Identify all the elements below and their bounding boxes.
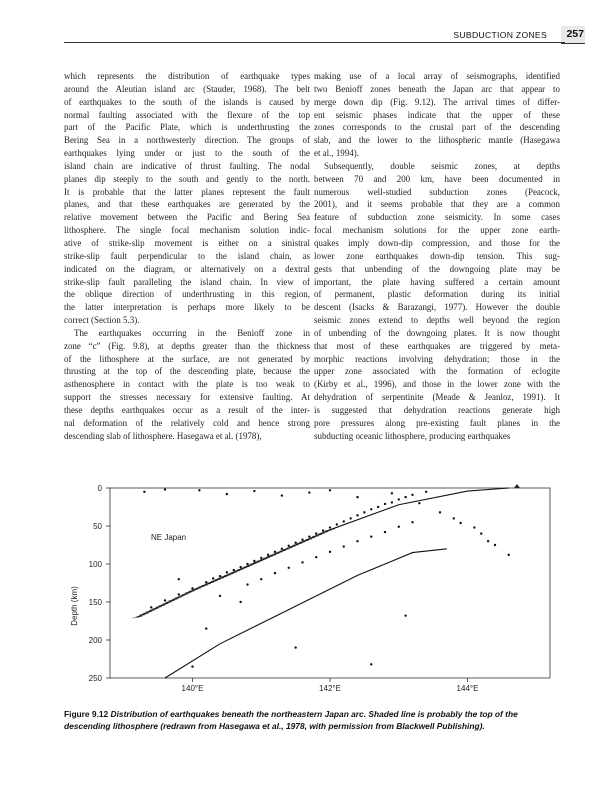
text-line: seismic zones extend to depths well beyond the region — [314, 315, 560, 326]
text-line: zone “c” (Fig. 9.8), at depths greater than the thickness — [64, 340, 310, 351]
earthquake-point — [226, 571, 228, 573]
earthquake-point — [315, 532, 317, 534]
text-line: these depths earthquakes occur as a result of the inter- — [64, 404, 310, 415]
x-tick-label: 142°E — [319, 684, 341, 693]
earthquake-point — [260, 578, 262, 580]
earthquake-point — [329, 551, 331, 553]
figure-9-12 — [62, 482, 562, 698]
earthquake-point — [301, 538, 303, 540]
earthquake-point — [349, 517, 351, 519]
text-line: feature of subduction zone seismicity. In some cases — [314, 212, 560, 223]
earthquake-point — [411, 521, 413, 523]
text-line: descending slab of lithosphere. Hasegawa et al. (1978), — [64, 430, 262, 441]
earthquake-point — [219, 595, 221, 597]
text-line: et al., 1994). — [314, 148, 359, 159]
page-header — [0, 26, 615, 44]
earthquake-point — [198, 489, 200, 491]
slab-top-line — [138, 488, 509, 617]
earthquake-point — [343, 545, 345, 547]
y-tick-label: 0 — [97, 484, 102, 493]
x-tick-label: 140°E — [181, 684, 204, 693]
text-line: focal mechanism solutions for the upper zone earth- — [314, 225, 560, 236]
text-line: Subsequently, double seismic zones, at depths — [324, 160, 560, 171]
earthquake-point — [356, 496, 358, 498]
text-line: lithosphere. The single focal mechanism solution indic- — [64, 225, 310, 236]
text-line: nal deformation of the relatively cold and hence strong — [64, 417, 310, 428]
earthquake-point — [398, 526, 400, 528]
earthquake-point — [281, 548, 283, 550]
earthquake-point — [150, 606, 152, 608]
y-axis — [89, 484, 110, 683]
earthquake-point — [301, 561, 303, 563]
text-line: the latter interpretation is perhaps more likely to be — [64, 302, 310, 313]
text-line: around the Aleutian island arc (Stauder, 1968). The belt — [64, 83, 310, 94]
text-line: descent (Isacks & Barazangi, 1977). However the double — [314, 302, 560, 313]
text-line: quakes imply down-dip compression, and those for the — [314, 237, 560, 248]
text-line: between 70 and 200 km, have been documented in — [314, 173, 560, 184]
earthquake-point — [239, 601, 241, 603]
text-line: strike-slip fault perpendicular to the island chain, as — [64, 250, 310, 261]
y-axis-title: Depth (km) — [70, 586, 79, 626]
text-line: correct (Section 5.3). — [64, 315, 140, 326]
plot-frame — [110, 488, 550, 678]
earthquake-point — [219, 575, 221, 577]
earthquake-points — [143, 488, 510, 667]
section-title: SUBDUCTION ZONES — [453, 30, 547, 40]
earthquake-point — [363, 511, 365, 513]
text-line: slab, and the lower to the lithospheric mantle (Hasegawa — [314, 135, 560, 146]
earthquake-point — [508, 554, 510, 556]
earthquake-point — [281, 494, 283, 496]
left-text-column — [64, 70, 310, 442]
earthquake-point — [246, 563, 248, 565]
earthquake-point — [294, 542, 296, 544]
text-line: support the stresses necessary for extensive faulting. At — [64, 392, 310, 403]
earthquake-point — [398, 498, 400, 500]
earthquake-point — [178, 578, 180, 580]
text-line: of unbending of the downgoing plates. It is now thought — [314, 327, 560, 338]
earthquake-point — [164, 488, 166, 490]
earthquake-point — [178, 593, 180, 595]
earthquake-point — [336, 523, 338, 525]
earthquake-point — [308, 535, 310, 537]
earthquake-point — [377, 506, 379, 508]
region-label: NE Japan — [151, 533, 187, 542]
x-tick-label: 144°E — [456, 684, 479, 693]
text-line: of permanent, plastic deformation during its initial — [314, 289, 560, 300]
y-tick-label: 50 — [93, 522, 102, 531]
caption-label: Figure 9.12 — [64, 709, 109, 719]
earthquake-point — [384, 531, 386, 533]
earthquake-point — [260, 557, 262, 559]
earthquake-point — [288, 545, 290, 547]
earthquake-point — [164, 599, 166, 601]
earthquake-point — [487, 540, 489, 542]
text-line: morphic reactions involving dehydration; those in the — [314, 353, 560, 364]
text-line: ative of strike-slip movement is either on a sinistral — [64, 237, 310, 248]
earthquake-point — [205, 627, 207, 629]
text-line: (Kirby et al., 1996), and those in the lower zone with the — [314, 379, 560, 390]
text-line: It is probable that the latter planes represent the fault — [64, 186, 310, 197]
slab-lines — [138, 488, 509, 678]
earthquake-point — [370, 508, 372, 510]
earthquake-point — [191, 665, 193, 667]
earthquake-point — [294, 646, 296, 648]
earthquake-point — [494, 544, 496, 546]
text-line: upper zone associated with the formation of eclogite — [314, 366, 560, 377]
text-line: numerous well-studied subduction zones (Peacock, — [314, 186, 560, 197]
earthquake-point — [233, 569, 235, 571]
earthquake-point — [370, 535, 372, 537]
text-line: thrusting at the top of the descending plate, because the — [64, 366, 310, 377]
earthquake-point — [315, 556, 317, 558]
earthquake-point — [418, 502, 420, 504]
seismicity-cross-section — [62, 482, 562, 698]
earthquake-point — [329, 526, 331, 528]
earthquake-point — [370, 663, 372, 665]
text-line: indicated on the diagram, or alternatively on a dextral — [64, 263, 310, 274]
text-line: Bering Sea in a northwesterly direction. The groups of — [64, 135, 310, 146]
text-line: of the lithosphere at the surface, are not generated by — [64, 353, 310, 364]
text-line: lower zone earthquakes down-dip tension. This sug- — [314, 250, 560, 261]
earthquake-point — [473, 526, 475, 528]
trench-marker — [514, 484, 520, 488]
text-line: subducting oceanic lithosphere, producing earthquakes — [314, 430, 511, 441]
earthquake-point — [253, 560, 255, 562]
earthquake-point — [453, 517, 455, 519]
text-line: the oblique direction of underthrusting in this region, — [64, 289, 310, 300]
text-line: asthenosphere in contact with the plate is too weak to — [64, 379, 310, 390]
earthquake-point — [391, 501, 393, 503]
text-line: pore pressures along pre-existing fault planes in the — [314, 417, 560, 428]
text-line: making use of a local array of seismographs, identified — [314, 71, 560, 81]
earthquake-point — [226, 493, 228, 495]
earthquake-point — [322, 529, 324, 531]
earthquake-point — [274, 551, 276, 553]
earthquake-point — [288, 567, 290, 569]
earthquake-point — [143, 491, 145, 493]
earthquake-point — [267, 554, 269, 556]
text-line: which represents the distribution of earthquake types — [64, 71, 310, 81]
right-text-column — [314, 70, 560, 442]
text-line: is suggested that dehydration reactions generate high — [314, 404, 560, 415]
header-rule — [64, 42, 565, 43]
earthquake-point — [274, 572, 276, 574]
earthquake-point — [411, 494, 413, 496]
earthquake-point — [404, 614, 406, 616]
earthquake-point — [308, 491, 310, 493]
earthquake-point — [239, 566, 241, 568]
text-line: normal faulting associated with the flexure of the top — [64, 109, 310, 120]
text-line: ent seismic phases indicate that the upper of these — [314, 109, 560, 120]
earthquake-point — [205, 581, 207, 583]
earthquake-point — [329, 489, 331, 491]
text-line: gests that unbending of the downgoing plate may be — [314, 263, 560, 274]
earthquake-point — [212, 577, 214, 579]
text-line: that most of these earthquakes are triggered by meta- — [314, 340, 560, 351]
earthquake-point — [425, 491, 427, 493]
earthquake-point — [459, 522, 461, 524]
figure-caption — [64, 708, 564, 732]
y-tick-label: 100 — [88, 560, 102, 569]
earthquake-point — [439, 511, 441, 513]
earthquake-point — [480, 532, 482, 534]
text-line: important, the plate having suffered a certain amount — [314, 276, 560, 287]
text-line: earthquakes lying under or just to the south of the — [64, 148, 310, 159]
text-line: dehydration of serpentinite (Meade & Jeanloz, 1991). It — [314, 392, 560, 403]
y-tick-label: 200 — [88, 636, 102, 645]
earthquake-point — [391, 492, 393, 494]
text-line: planes, and that these earthquakes are generated by the — [64, 199, 310, 210]
earthquake-point — [356, 514, 358, 516]
x-axis — [182, 678, 479, 693]
slab-bottom-line — [165, 549, 447, 678]
page-number: 257 — [566, 28, 584, 40]
earthquake-point — [404, 496, 406, 498]
earthquake-point — [356, 540, 358, 542]
text-line: island chain are indicative of thrust faulting. The nodal — [64, 160, 310, 171]
y-tick-label: 150 — [88, 598, 102, 607]
text-line: The earthquakes occurring in the Benioff zone in — [74, 327, 310, 338]
text-line: merge down dip (Fig. 9.12). The arrival times of differ- — [314, 96, 560, 107]
earthquake-point — [191, 587, 193, 589]
caption-text: Distribution of earthquakes beneath the northeastern Japan arc. Shaded line is probably the top of the descending lithosphere (redrawn from Hasegawa et al., 1978, with permission from Blackwell Publishing). — [64, 709, 518, 731]
text-line: of earthquakes to the south of the islands is caused by — [64, 96, 310, 107]
earthquake-point — [253, 490, 255, 492]
text-line: planes dip steeply to the south and gently to the north. — [64, 173, 310, 184]
earthquake-point — [384, 503, 386, 505]
text-line: 2001), and it seems probable that they are a common — [314, 199, 560, 210]
text-line: zones corresponds to the crustal part of the descending — [314, 122, 560, 133]
y-tick-label: 250 — [88, 674, 102, 683]
earthquake-point — [343, 520, 345, 522]
text-line: part of the Pacific Plate, which is underthrusting the — [64, 122, 310, 133]
text-line: two Benioff zones beneath the Japan arc that appear to — [314, 83, 560, 94]
earthquake-point — [246, 583, 248, 585]
text-line: strike-slip fault paralleling the island chain. In view of — [64, 276, 310, 287]
text-line: relative movement between the Pacific and Bering Sea — [64, 212, 310, 223]
